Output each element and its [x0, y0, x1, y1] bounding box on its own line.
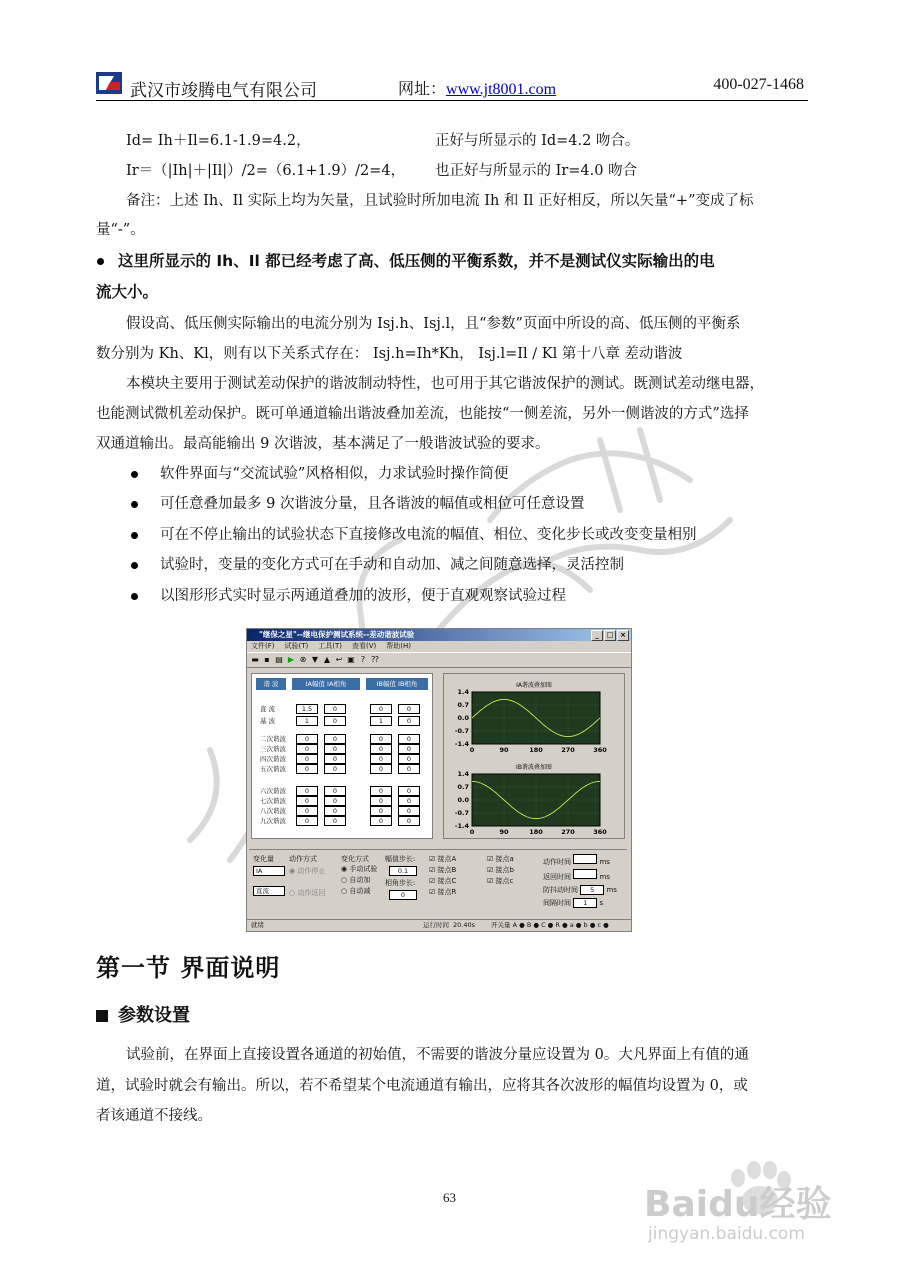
ia-amp-input[interactable]: 1 — [296, 716, 318, 726]
plot-title: IB谐波叠加图 — [516, 764, 552, 771]
app-toolbar — [247, 652, 631, 668]
intro-line-1: 本模块主要用于测试差动保护的谐波制动特性，也可用于其它谐波保护的测试。既测试差动继电器， — [126, 376, 764, 392]
check-a-lower-text: 接点a — [495, 855, 514, 863]
ib-amp-input[interactable]: 0 — [370, 806, 392, 816]
row-label: 四次谐波 — [260, 755, 286, 763]
minimize-icon[interactable]: _ — [591, 630, 603, 641]
page-number: 63 — [443, 1190, 456, 1205]
save-icon[interactable]: ▪ — [264, 655, 270, 664]
y-tick-label: 0.7 — [457, 701, 469, 709]
feature-bullet: 以图形形式实时显示两通道叠加的波形，便于直观观察试验过程 — [160, 588, 566, 604]
x-tick-label: 270 — [561, 746, 575, 754]
time-interval-input[interactable]: 1 — [573, 898, 597, 908]
status-run-label: 运行时间 — [423, 921, 449, 929]
y-tick-label: 0.0 — [457, 796, 469, 804]
col-ib-amp: IB幅值 — [376, 680, 396, 688]
closing-line-2: 道，试验时就会有输出。所以，若不希望某个电流通道有输出，应将其各次波形的幅值均设置为 0，或 — [96, 1078, 748, 1094]
app-title: "继保之星"--继电保护测试系统--差动谐波试验 — [259, 630, 415, 639]
status-switches: 开关量 A ● B ● C ● R ● a ● b ● c ● — [491, 921, 609, 929]
y-tick-label: -1.4 — [454, 822, 469, 830]
bullet-dot — [131, 593, 138, 600]
ib-phase-input[interactable]: 0 — [398, 734, 420, 744]
assume-line-1: 假设高、低压侧实际输出的电流分别为 Isj.h、Isj.l，且“参数”页面中所设的高、低压侧的平衡系 — [126, 316, 741, 332]
var-type-select[interactable]: 直流 — [253, 886, 285, 896]
plot-title: IA谐波叠加图 — [516, 682, 552, 689]
amp-step-input[interactable]: 0.1 — [389, 866, 417, 876]
check-b-lower[interactable]: ☑ 接点b — [487, 866, 514, 874]
company-logo-icon — [96, 72, 122, 94]
ia-amp-input[interactable]: 0 — [296, 744, 318, 754]
col-harmonic: 谐 波 — [256, 678, 286, 690]
var-select[interactable]: IA — [253, 866, 285, 876]
x-tick-label: 180 — [529, 746, 543, 754]
x-tick-label: 360 — [593, 746, 607, 754]
menu-file[interactable]: 文件(F) — [251, 642, 275, 650]
bold-note-line-2: 流大小。 — [96, 283, 159, 301]
y-tick-label: -1.4 — [454, 740, 469, 748]
ia-phase-input[interactable]: 0 — [324, 704, 346, 714]
ib-amp-input[interactable]: 0 — [370, 734, 392, 744]
checks-left — [429, 854, 456, 898]
time-return-label: 返回时间 — [543, 873, 571, 881]
time-interval — [543, 897, 617, 910]
ia-phase-input[interactable]: 0 — [324, 744, 346, 754]
check-a[interactable]: ☑ 接点A — [429, 855, 457, 863]
harmonic-table — [251, 673, 433, 839]
ia-phase-input[interactable]: 0 — [324, 754, 346, 764]
ia-amp-input[interactable]: 0 — [296, 806, 318, 816]
action-opt-stop-text: 动作停止 — [297, 867, 326, 875]
baidu-watermark — [640, 1160, 870, 1250]
check-c[interactable]: ☑ 接点C — [429, 877, 457, 885]
row-label: 六次谐波 — [260, 787, 286, 795]
feature-bullet: 可任意叠加最多 9 次谐波分量，且各谐波的幅值或相位可任意设置 — [160, 496, 585, 512]
ia-phase-input[interactable]: 0 — [324, 796, 346, 806]
checks-right — [487, 854, 514, 887]
time-action — [543, 854, 617, 869]
time-action-value — [573, 854, 597, 864]
row-label: 三次谐波 — [260, 745, 286, 753]
baidu-brand: Baidu经验 — [644, 1184, 832, 1225]
play-icon[interactable]: ▶ — [287, 655, 295, 664]
check-c-lower[interactable]: ☑ 接点c — [487, 877, 514, 885]
col-ib — [366, 678, 428, 690]
stop-icon[interactable]: ⊗ — [299, 655, 307, 664]
action-opt-stop[interactable]: ◉ 动作停止 — [289, 867, 326, 875]
row-label: 八次谐波 — [260, 807, 286, 815]
ib-phase-input[interactable]: 0 — [398, 816, 420, 826]
ib-amp-input[interactable]: 0 — [370, 816, 392, 826]
check-a-lower[interactable]: ☑ 接点a — [487, 855, 514, 863]
note-line-1: 备注：上述 Ih、Il 实际上均为矢量，且试验时所加电流 Ih 和 Il 正好相反，所以矢量“+”变成了标 — [126, 193, 754, 209]
change-opt-manual-text: 手动试验 — [349, 865, 378, 873]
check-r[interactable]: ☑ 接点R — [429, 888, 457, 896]
y-tick-label: 1.4 — [457, 688, 469, 696]
y-tick-label: -0.7 — [454, 809, 469, 817]
change-opt-auto-add-text: 自动加 — [349, 876, 371, 884]
ia-phase-input[interactable]: 0 — [324, 806, 346, 816]
row-label: 五次谐波 — [260, 765, 286, 773]
page-header — [96, 68, 808, 101]
window-controls — [591, 630, 629, 641]
check-r-text: 接点R — [437, 888, 457, 896]
baidu-url: jingyan.baidu.com — [648, 1224, 805, 1244]
ib-phase-input[interactable]: 0 — [398, 716, 420, 726]
bullet-dot — [97, 258, 104, 265]
ia-phase-input[interactable]: 0 — [324, 716, 346, 726]
ia-phase-input[interactable]: 0 — [324, 816, 346, 826]
closing-line-1: 试验前，在界面上直接设置各通道的初始值，不需要的谐波分量应设置为 0。大凡界面上有值的通 — [126, 1047, 749, 1063]
square-bullet-icon — [96, 1010, 108, 1022]
col-ia — [292, 678, 360, 690]
section-heading: 第一节 界面说明 — [96, 954, 281, 982]
maximize-icon[interactable]: □ — [604, 630, 616, 641]
row-label: 二次谐波 — [260, 735, 286, 743]
ia-amp-input[interactable]: 0 — [296, 734, 318, 744]
ia-phase-input[interactable]: 0 — [324, 764, 346, 774]
bullet-dot — [131, 471, 138, 478]
x-tick-label: 360 — [593, 828, 607, 836]
feature-bullet: 可在不停止输出的试验状态下直接修改电流的幅值、相位、变化步长或改变变量相别 — [160, 527, 697, 543]
x-tick-label: 180 — [529, 828, 543, 836]
ia-amp-input[interactable]: 0 — [296, 764, 318, 774]
phone-number: 400-027-1468 — [713, 76, 804, 93]
bullet-dot — [131, 532, 138, 539]
time-debounce-unit: ms — [606, 886, 617, 894]
bullet-dot — [131, 562, 138, 569]
ib-phase-input[interactable]: 0 — [398, 754, 420, 764]
ib-amp-input[interactable]: 0 — [370, 744, 392, 754]
check-a-text: 接点A — [437, 855, 457, 863]
menu-help[interactable]: 帮助(H) — [386, 642, 411, 650]
bullet-dot — [131, 501, 138, 508]
x-tick-label: 0 — [469, 828, 475, 836]
print-icon[interactable]: ▤ — [275, 655, 283, 664]
intro-line-2: 也能测试微机差动保护。既可单通道输出谐波叠加差流，也能按“一侧差流，另外一侧谐波的方式”选择 — [96, 406, 749, 422]
ia-amp-input[interactable]: 1.5 — [296, 704, 318, 714]
status-ready: 就绪 — [251, 921, 264, 929]
action-opt-return-text: 动作返回 — [297, 889, 326, 897]
y-tick-label: 0.7 — [457, 783, 469, 791]
feature-bullet: 软件界面与“交流试验”风格相似，力求试验时操作简便 — [160, 466, 509, 482]
up-icon[interactable]: ▲ — [323, 655, 331, 664]
down-icon[interactable]: ▼ — [311, 655, 319, 664]
ib-amp-input[interactable]: 0 — [370, 704, 392, 714]
time-debounce — [543, 884, 617, 897]
ia-phase-input[interactable]: 0 — [324, 786, 346, 796]
ib-amp-input[interactable]: 1 — [370, 716, 392, 726]
ib-phase-input[interactable]: 0 — [398, 796, 420, 806]
site-label-text: 网址： — [398, 79, 447, 98]
menu-view[interactable]: 查看(V) — [352, 642, 377, 650]
row-label: 直 流 — [260, 705, 276, 713]
time-fields — [543, 854, 617, 910]
company-name: 武汉市竣腾电气有限公司 — [130, 81, 317, 101]
ib-amp-input[interactable]: 0 — [370, 786, 392, 796]
return-icon[interactable]: ↩ — [335, 655, 343, 664]
subsection-heading — [96, 1001, 190, 1027]
y-tick-label: -0.7 — [454, 727, 469, 735]
menu-test[interactable]: 试验(T) — [284, 642, 309, 650]
y-tick-label: 1.4 — [457, 770, 469, 778]
time-debounce-label: 防抖动时间 — [543, 886, 578, 894]
app-title-bar — [247, 629, 631, 641]
ia-amp-input[interactable]: 0 — [296, 786, 318, 796]
ia-amp-input[interactable]: 0 — [296, 754, 318, 764]
check-b-lower-text: 接点b — [495, 866, 514, 874]
ib-phase-input[interactable]: 0 — [398, 786, 420, 796]
phase-step-label: 相角步长: — [385, 879, 416, 887]
intro-line-3: 双通道输出。最高能输出 9 次谐波，基本满足了一般谐波试验的要求。 — [96, 436, 550, 452]
assume-line-2: 数分别为 Kh、Kl，则有以下关系式存在： Isj.h=Ih*Kh， Isj.l=Il ∕ Kl 第十八章 差动谐波 — [96, 346, 683, 362]
ia-amp-input[interactable]: 0 — [296, 796, 318, 806]
change-opt-auto-add[interactable]: ○ 自动加 — [341, 876, 371, 884]
check-b[interactable]: ☑ 接点B — [429, 866, 457, 874]
time-debounce-input[interactable]: 5 — [580, 885, 604, 895]
waveform-plots — [443, 673, 625, 839]
time-return-unit: ms — [599, 873, 610, 881]
change-opt-auto-sub[interactable]: ○ 自动减 — [341, 887, 371, 895]
x-tick-label: 90 — [499, 828, 509, 836]
site-link[interactable]: www.jt8001.com — [446, 81, 557, 98]
ia-amp-input[interactable]: 0 — [296, 816, 318, 826]
formula-id: Id= Ih＋Il=6.1-1.9=4.2， — [126, 133, 311, 149]
ib-phase-input[interactable]: 0 — [398, 806, 420, 816]
ib-phase-input[interactable]: 0 — [398, 764, 420, 774]
open-icon[interactable]: ▬ — [251, 655, 259, 664]
phase-step-input[interactable]: 0 — [389, 890, 417, 900]
y-tick-label: 0.0 — [457, 714, 469, 722]
check-c-lower-text: 接点c — [495, 877, 514, 885]
status-run-time: 20.40s — [453, 921, 475, 929]
x-tick-label: 270 — [561, 828, 575, 836]
row-label: 基 波 — [260, 717, 276, 725]
action-label: 动作方式 — [289, 855, 317, 863]
change-label: 变化方式 — [341, 855, 369, 863]
var-label: 变化量 — [253, 855, 274, 863]
time-return — [543, 869, 617, 884]
bold-note-line-1: 这里所显示的 Ih、Il 都已经考虑了高、低压侧的平衡系数，并不是测试仪实际输出的电 — [118, 252, 715, 270]
display-icon[interactable]: ▣ — [347, 655, 355, 664]
ib-phase-input[interactable]: 0 — [398, 744, 420, 754]
formula-ir: Ir＝（|Ih|＋|Il|）/2=（6.1+1.9）/2=4， — [126, 163, 406, 179]
x-tick-label: 0 — [469, 746, 475, 754]
ia-phase-input[interactable]: 0 — [324, 734, 346, 744]
col-ia-amp: IA幅值 — [305, 680, 325, 688]
ib-amp-input[interactable]: 0 — [370, 796, 392, 806]
site-label — [398, 76, 556, 99]
col-ib-phase: IB相角 — [398, 680, 418, 688]
check-b-text: 接点B — [437, 866, 457, 874]
ib-phase-input[interactable]: 0 — [398, 704, 420, 714]
feature-bullet: 试验时，变量的变化方式可在手动和自动加、减之间随意选择，灵活控制 — [160, 557, 624, 573]
context-help-icon[interactable]: ⁇ — [371, 655, 379, 664]
ib-amp-input[interactable]: 0 — [370, 754, 392, 764]
time-interval-unit: s — [599, 899, 604, 907]
amp-step-label: 幅值步长: — [385, 855, 416, 863]
action-opt-return[interactable]: ○ 动作返回 — [289, 889, 326, 897]
formula-ir-note: 也正好与所显示的 Ir=4.0 吻合 — [435, 163, 638, 179]
change-opt-manual[interactable]: ◉ 手动试验 — [341, 865, 378, 873]
time-action-label: 动作时间 — [543, 858, 571, 866]
app-menu-bar — [247, 641, 631, 652]
closing-line-3: 者该通道不接线。 — [96, 1108, 212, 1124]
change-opt-auto-sub-text: 自动减 — [349, 887, 371, 895]
time-interval-label: 间隔时间 — [543, 899, 571, 907]
control-panel — [249, 849, 627, 912]
formula-id-note: 正好与所显示的 Id=4.2 吻合。 — [435, 133, 640, 149]
note-line-2: 量“-”。 — [96, 222, 145, 238]
row-label: 九次谐波 — [260, 817, 286, 825]
subsection-heading-text: 参数设置 — [118, 1005, 190, 1026]
help-icon[interactable]: ? — [360, 655, 366, 664]
menu-tools[interactable]: 工具(T) — [318, 642, 342, 650]
time-action-unit: ms — [599, 858, 610, 866]
app-screenshot — [246, 628, 632, 932]
x-tick-label: 90 — [499, 746, 509, 754]
waveform-svg — [444, 674, 624, 838]
close-icon[interactable]: × — [617, 630, 629, 641]
status-bar — [247, 919, 631, 931]
row-label: 七次谐波 — [260, 797, 286, 805]
check-c-text: 接点C — [437, 877, 457, 885]
time-return-value — [573, 869, 597, 879]
col-ia-phase: IA相角 — [327, 680, 347, 688]
ib-amp-input[interactable]: 0 — [370, 764, 392, 774]
